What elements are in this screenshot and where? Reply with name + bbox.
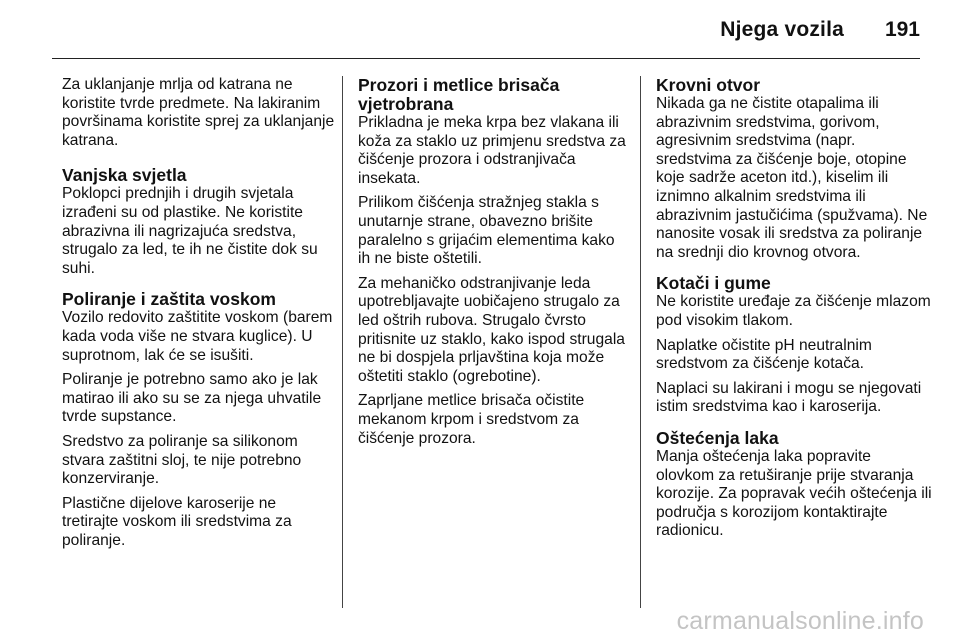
section-heading: Oštećenja laka [656,427,779,448]
paragraph: Naplatke očistite pH neutralnim sredstvom za čišćenje kotača. [656,336,872,373]
column-1 [62,76,336,562]
paragraph: Ne koristite uređaje za čišćenje mlazom pod visokim tlakom. [656,293,931,329]
paragraph: Sredstvo za poliranje sa silikonom stvara zaštitni sloj, te nije potrebno konzerviranje. [62,432,302,488]
paragraph: Poklopci prednjih i drugih svjetala izrađeni su od plastike. Ne koristite abrazivna ili nagrizajuća sredstva, strugalo za led, te ih ne čistite dok su suhi. [62,185,318,277]
section-kotaci-gume [656,274,932,417]
section-poliranje [62,290,336,550]
paragraph: Poliranje je potrebno samo ako je lak matirao ili ako su se za njega uhvatile tvrde supstance. [62,371,322,426]
paragraph: Naplaci su lakirani i mogu se njegovati istim sredstvima kao i karoserija. [656,379,922,416]
section-heading: Kotači i gume [656,273,771,294]
paragraph: Zaprljane metlice brisača očistite mekanom krpom i sredstvom za čišćenje prozora. [358,392,585,447]
watermark-text: carmanualsonline.info [676,607,924,635]
paragraph: Za mehaničko odstranjivanje leda upotrebljavajte uobičajeno strugalo za led oštrih rubova. Strugalo čvrsto pritisnite uz staklo, kako ispod strugala ne bi dospjela prljavština koja može oštetiti staklo (ogrebotine). [358,274,625,385]
column-3 [656,76,932,553]
section-heading: Vanjska svjetla [62,165,187,186]
section-ostecenja-laka [656,429,932,541]
paragraph: Plastične dijelove karoserije ne tretirajte voskom ili sredstvima za poliranje. [62,494,292,549]
section-heading: Poliranje i zaštita voskom [62,289,276,310]
section-vanjska-svjetla [62,166,336,278]
section-krovni-otvor [656,76,932,262]
page-title: Njega vozila [720,18,844,41]
column-divider [342,76,343,608]
section-prozori-metlice [358,76,628,448]
section-heading: Krovni otvor [656,75,761,95]
column-2 [358,76,628,460]
intro-paragraph: Za uklanjanje mrlja od katrana ne koristite tvrde predmete. Na lakiranim površinama koristite sprej za uklanjanje katrana. [62,76,335,149]
paragraph: Manja oštećenja laka popravite olovkom za retuširanje prije stvaranja korozije. Za popravak većih oštećenja ili područja s korozijom kontaktirajte radionicu. [656,447,932,540]
page-number: 191 [884,18,920,41]
page-header [0,0,960,60]
column-divider [640,76,641,608]
section-heading: Prozori i metlice brisača vjetrobrana [358,75,560,114]
paragraph: Vozilo redovito zaštitite voskom (barem kada voda više ne stvara kuglice). U suprotnom, lak će se isušiti. [62,309,333,364]
paragraph: Prilikom čišćenja stražnjeg stakla s unutarnje strane, obavezno brišite paralelno s grijaćim elementima kako ih ne biste oštetili. [358,194,615,268]
paragraph: Nikada ga ne čistite otapalima ili abrazivnim sredstvima, gorivom, agresivnim sredstvima (napr. sredstvima za čišćenje boje, otopine koje sadrže aceton itd.), kiselim ili iznimno alkalnim sredstvima ili abrazivnim jastučićima (spužvama). Ne nanosite vosak ili sredstva za poliranje na srednji dio krovnog otvora. [656,95,928,261]
paragraph: Prikladna je meka krpa bez vlakana ili koža za staklo uz primjenu sredstva za čišćenje prozora i odstranjivača insekata. [358,114,626,187]
header-divider [52,58,920,59]
